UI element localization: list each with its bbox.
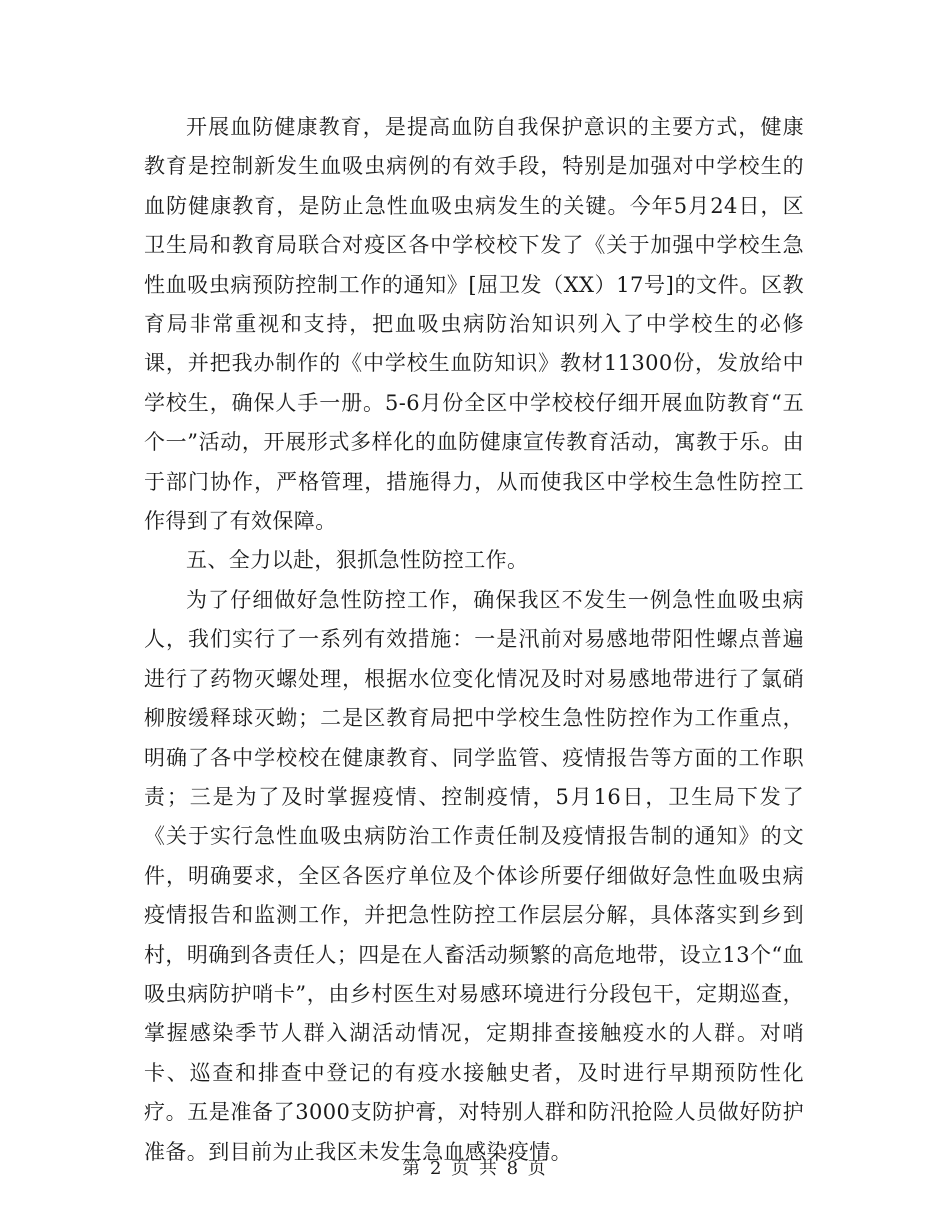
page-number-footer: 第 2 页 共 8 页: [402, 1158, 548, 1179]
section-heading-five: 五、全力以赴，狠抓急性防控工作。: [186, 548, 529, 573]
paragraph-acute-control: 为了仔细做好急性防控工作，确保我区不发生一例急性血吸虫病人，我们实行了一系列有效措施：一是汛前对易感地带阳性螺点普遍进行了药物灭螺处理，根据水位变化情况及时对易感地带进行了氯硝柳胺缓释球灭蚴；二是区教育局把中学校生急性防控作为工作重点，明确了各中学校校在健康教育、同学监管、疫情报告等方面的工作职责；三是为了及时掌握疫情、控制疫情，5月16日，卫生局下发了《关于实行急性血吸虫病防治工作责任制及疫情报告制的通知》的文件，明确要求，全区各医疗单位及个体诊所要仔细做好急性血吸虫病疫情报告和监测工作，并把急性防控工作层层分解，具体落实到乡到村，明确到各责任人；四是在人畜活动频繁的高危地带，设立13个“血吸虫病防护哨卡”，由乡村医生对易感环境进行分段包干，定期巡查，掌握感染季节人群入湖活动情况，定期排查接触疫水的人群。对哨卡、巡查和排查中登记的有疫水接触史者，及时进行早期预防性化疗。五是准备了3000支防护膏，对特别人群和防汛抢险人员做好防护准备。到目前为止我区未发生急血感染疫情。: [144, 587, 804, 1164]
paragraph-health-education: 开展血防健康教育，是提高血防自我保护意识的主要方式，健康教育是控制新发生血吸虫病例的有效手段，特别是加强对中学校生的血防健康教育，是防止急性血吸虫病发生的关键。今年5月24日，区卫生局和教育局联合对疫区各中学校校下发了《关于加强中学校生急性血吸虫病预防控制工作的通知》[屈卫发（XX）17号]的文件。区教育局非常重视和支持，把血吸虫病防治知识列入了中学校生的必修课，并把我办制作的《中学校生血防知识》教材11300份，发放给中学校生，确保人手一册。5-6月份全区中学校校仔细开展血防教育“五个一”活动，开展形式多样化的血防健康宣传教育活动，寓教于乐。由于部门协作，严格管理，措施得力，从而使我区中学校生急性防控工作得到了有效保障。: [144, 115, 804, 534]
document-body: [144, 108, 804, 1172]
